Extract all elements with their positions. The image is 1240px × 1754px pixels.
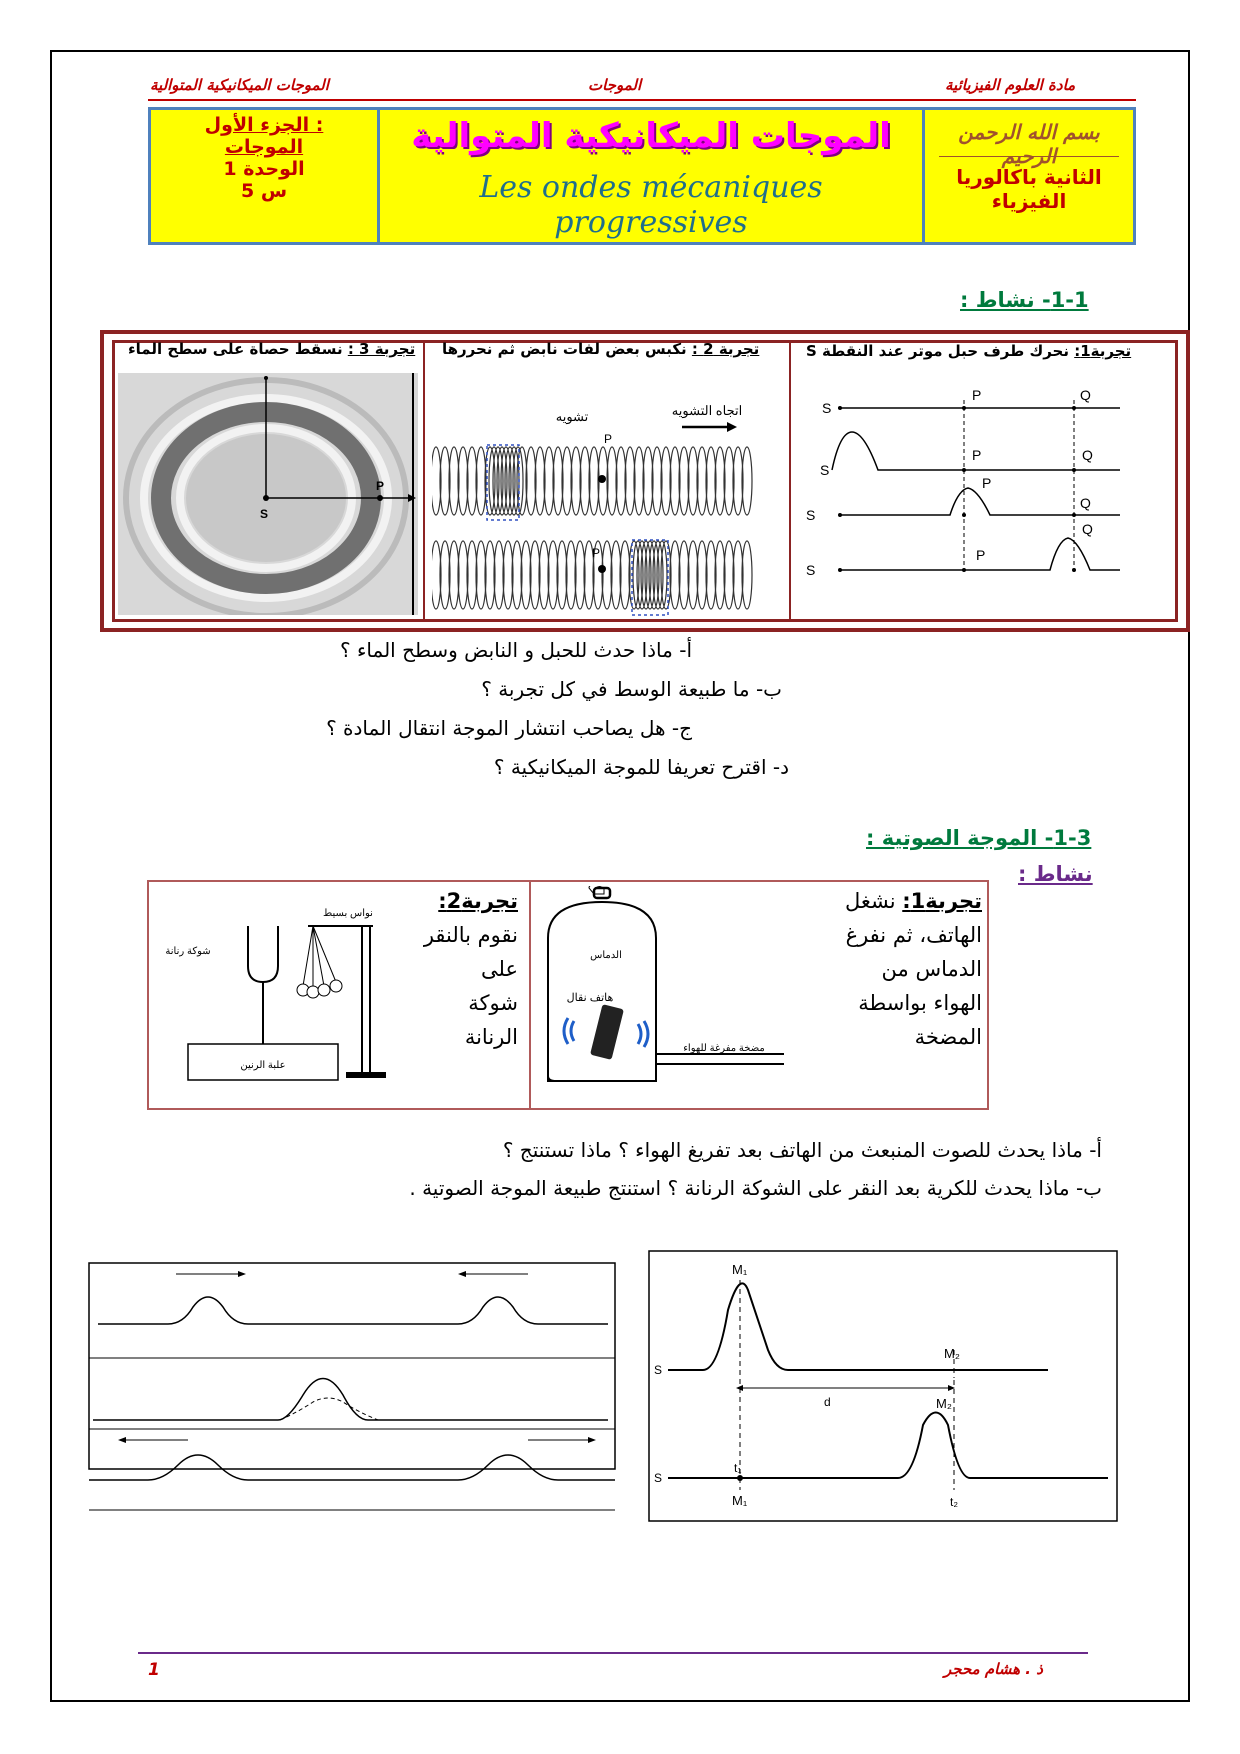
svg-text:P: P (982, 475, 992, 491)
title-left-cell (151, 110, 377, 242)
header-right: مادة العلوم الفيزيائية (945, 76, 1076, 94)
question-2a: أ- ماذا يحدث للصوت المنبعث من الهاتف بعد تفريغ الهواء ؟ ماذا تستنتج ؟ (502, 1138, 1102, 1162)
activity-2-label: نشاط : (1018, 862, 1093, 886)
pendulum-label: نواس بسيط (323, 908, 373, 919)
deformation-label: تشويه (555, 409, 589, 424)
svg-text:t₁: t₁ (734, 1461, 742, 1475)
pulses-after-crossing (88, 1430, 616, 1530)
basmala-calligraphy: بسم الله الرحمن الرحيم (939, 120, 1119, 157)
exp1-title: تجربة1: نحرك طرف حبل موتر عند النقطة S (806, 342, 1132, 360)
title-french: Les ondes mécaniques progressives (479, 170, 823, 240)
title-right-cell (922, 110, 1133, 242)
title-center-cell (377, 110, 922, 242)
question-1a: أ- ماذا حدث للحبل و النابض وسطح الماء ؟ (340, 638, 692, 662)
subject-label: الفيزياء (991, 189, 1067, 213)
exp2-title: تجربة 2 : نكبس بعض لفات نابض ثم نحررها (442, 340, 760, 358)
svg-text:Q: Q (1080, 495, 1091, 511)
svg-text:P: P (376, 479, 385, 493)
svg-text:M₂: M₂ (944, 1346, 960, 1361)
spring-diagram (432, 385, 772, 625)
svg-text:P: P (592, 546, 601, 560)
header-center: الموجات (588, 76, 642, 94)
svg-text:P: P (972, 447, 982, 463)
svg-text:S: S (260, 507, 269, 521)
svg-text:P: P (604, 432, 613, 446)
svg-text:Q: Q (1082, 447, 1093, 463)
section-1-heading: 1-1- نشاط : (960, 288, 1089, 312)
svg-text:Q: Q (1082, 521, 1093, 537)
part-label: الجزء الأول : (204, 114, 324, 136)
title-box (148, 107, 1136, 245)
water-ripple-diagram (118, 373, 418, 615)
header-rule (148, 99, 1136, 101)
rope-wave-diagram (800, 380, 1140, 580)
svg-text:M₁: M₁ (732, 1493, 748, 1508)
level-label: الثانية باكالوريا (956, 165, 1102, 189)
svg-text:S: S (806, 562, 816, 578)
duration-label: 5 س (240, 180, 288, 202)
fork-label: شوكة رنانة (165, 946, 211, 957)
svg-text:M₁: M₁ (732, 1262, 748, 1277)
svg-text:S: S (806, 507, 816, 523)
question-1b: ب- ما طبيعة الوسط في كل تجربة ؟ (481, 677, 782, 701)
sound-exp1-text: تجربة1: نشغل الهاتف، ثم نفرغ الدماس من الهواء بواسطة المضخة (844, 889, 982, 1049)
svg-text:P: P (976, 547, 986, 563)
bell-label: الدماس (590, 950, 622, 961)
spring-top (432, 447, 752, 515)
section-2-heading: 1-3- الموجة الصوتية : (866, 826, 1092, 850)
chapter-label: الموجات (224, 136, 304, 158)
svg-text:d: d (824, 1395, 831, 1409)
svg-text:t₂: t₂ (950, 1495, 958, 1509)
pulse-propagation-diagram (648, 1250, 1118, 1522)
svg-text:S: S (654, 1363, 663, 1377)
svg-text:S: S (822, 400, 832, 416)
svg-text:M₂: M₂ (936, 1396, 952, 1411)
title-arabic: الموجات الميكانيكية المتوالية (411, 116, 891, 156)
pump-label: مضخة مفرغة للهواء (683, 1043, 765, 1054)
svg-text:P: P (972, 387, 982, 403)
svg-text:Q: Q (1080, 387, 1091, 403)
question-1c: ج- هل يصاحب انتشار الموجة انتقال المادة ؟ (326, 716, 692, 740)
unit-label: الوحدة 1 (223, 158, 305, 180)
exp3-title: تجربة 3 : نسقط حصاة على سطح الماء (128, 340, 416, 358)
tuning-fork-diagram (158, 896, 398, 1096)
bell-jar-diagram (544, 886, 794, 1086)
direction-label: اتجاه التشويه (671, 403, 743, 418)
svg-text:S: S (820, 462, 830, 478)
sound-exp2-text: تجربة2: نقوم بالنقر على شوكة الرنانة (423, 889, 518, 1049)
footer-rule (138, 1652, 1088, 1654)
svg-text:S: S (654, 1471, 663, 1485)
author-name: ذ . هشام محجر (944, 1660, 1043, 1678)
question-2b: ب- ماذا يحدث للكرية بعد النقر على الشوكة الرنانة ؟ استنتج طبيعة الموجة الصوتية . (409, 1176, 1102, 1200)
phone-label: هاتف نقال (566, 992, 614, 1004)
page-number: 1 (148, 1660, 160, 1680)
question-1d: د- اقترح تعريفا للموجة الميكانيكية ؟ (493, 755, 789, 779)
resonance-box-label: علبة الرنين (240, 1060, 286, 1071)
header-left: الموجات الميكانيكية المتوالية (150, 76, 329, 94)
